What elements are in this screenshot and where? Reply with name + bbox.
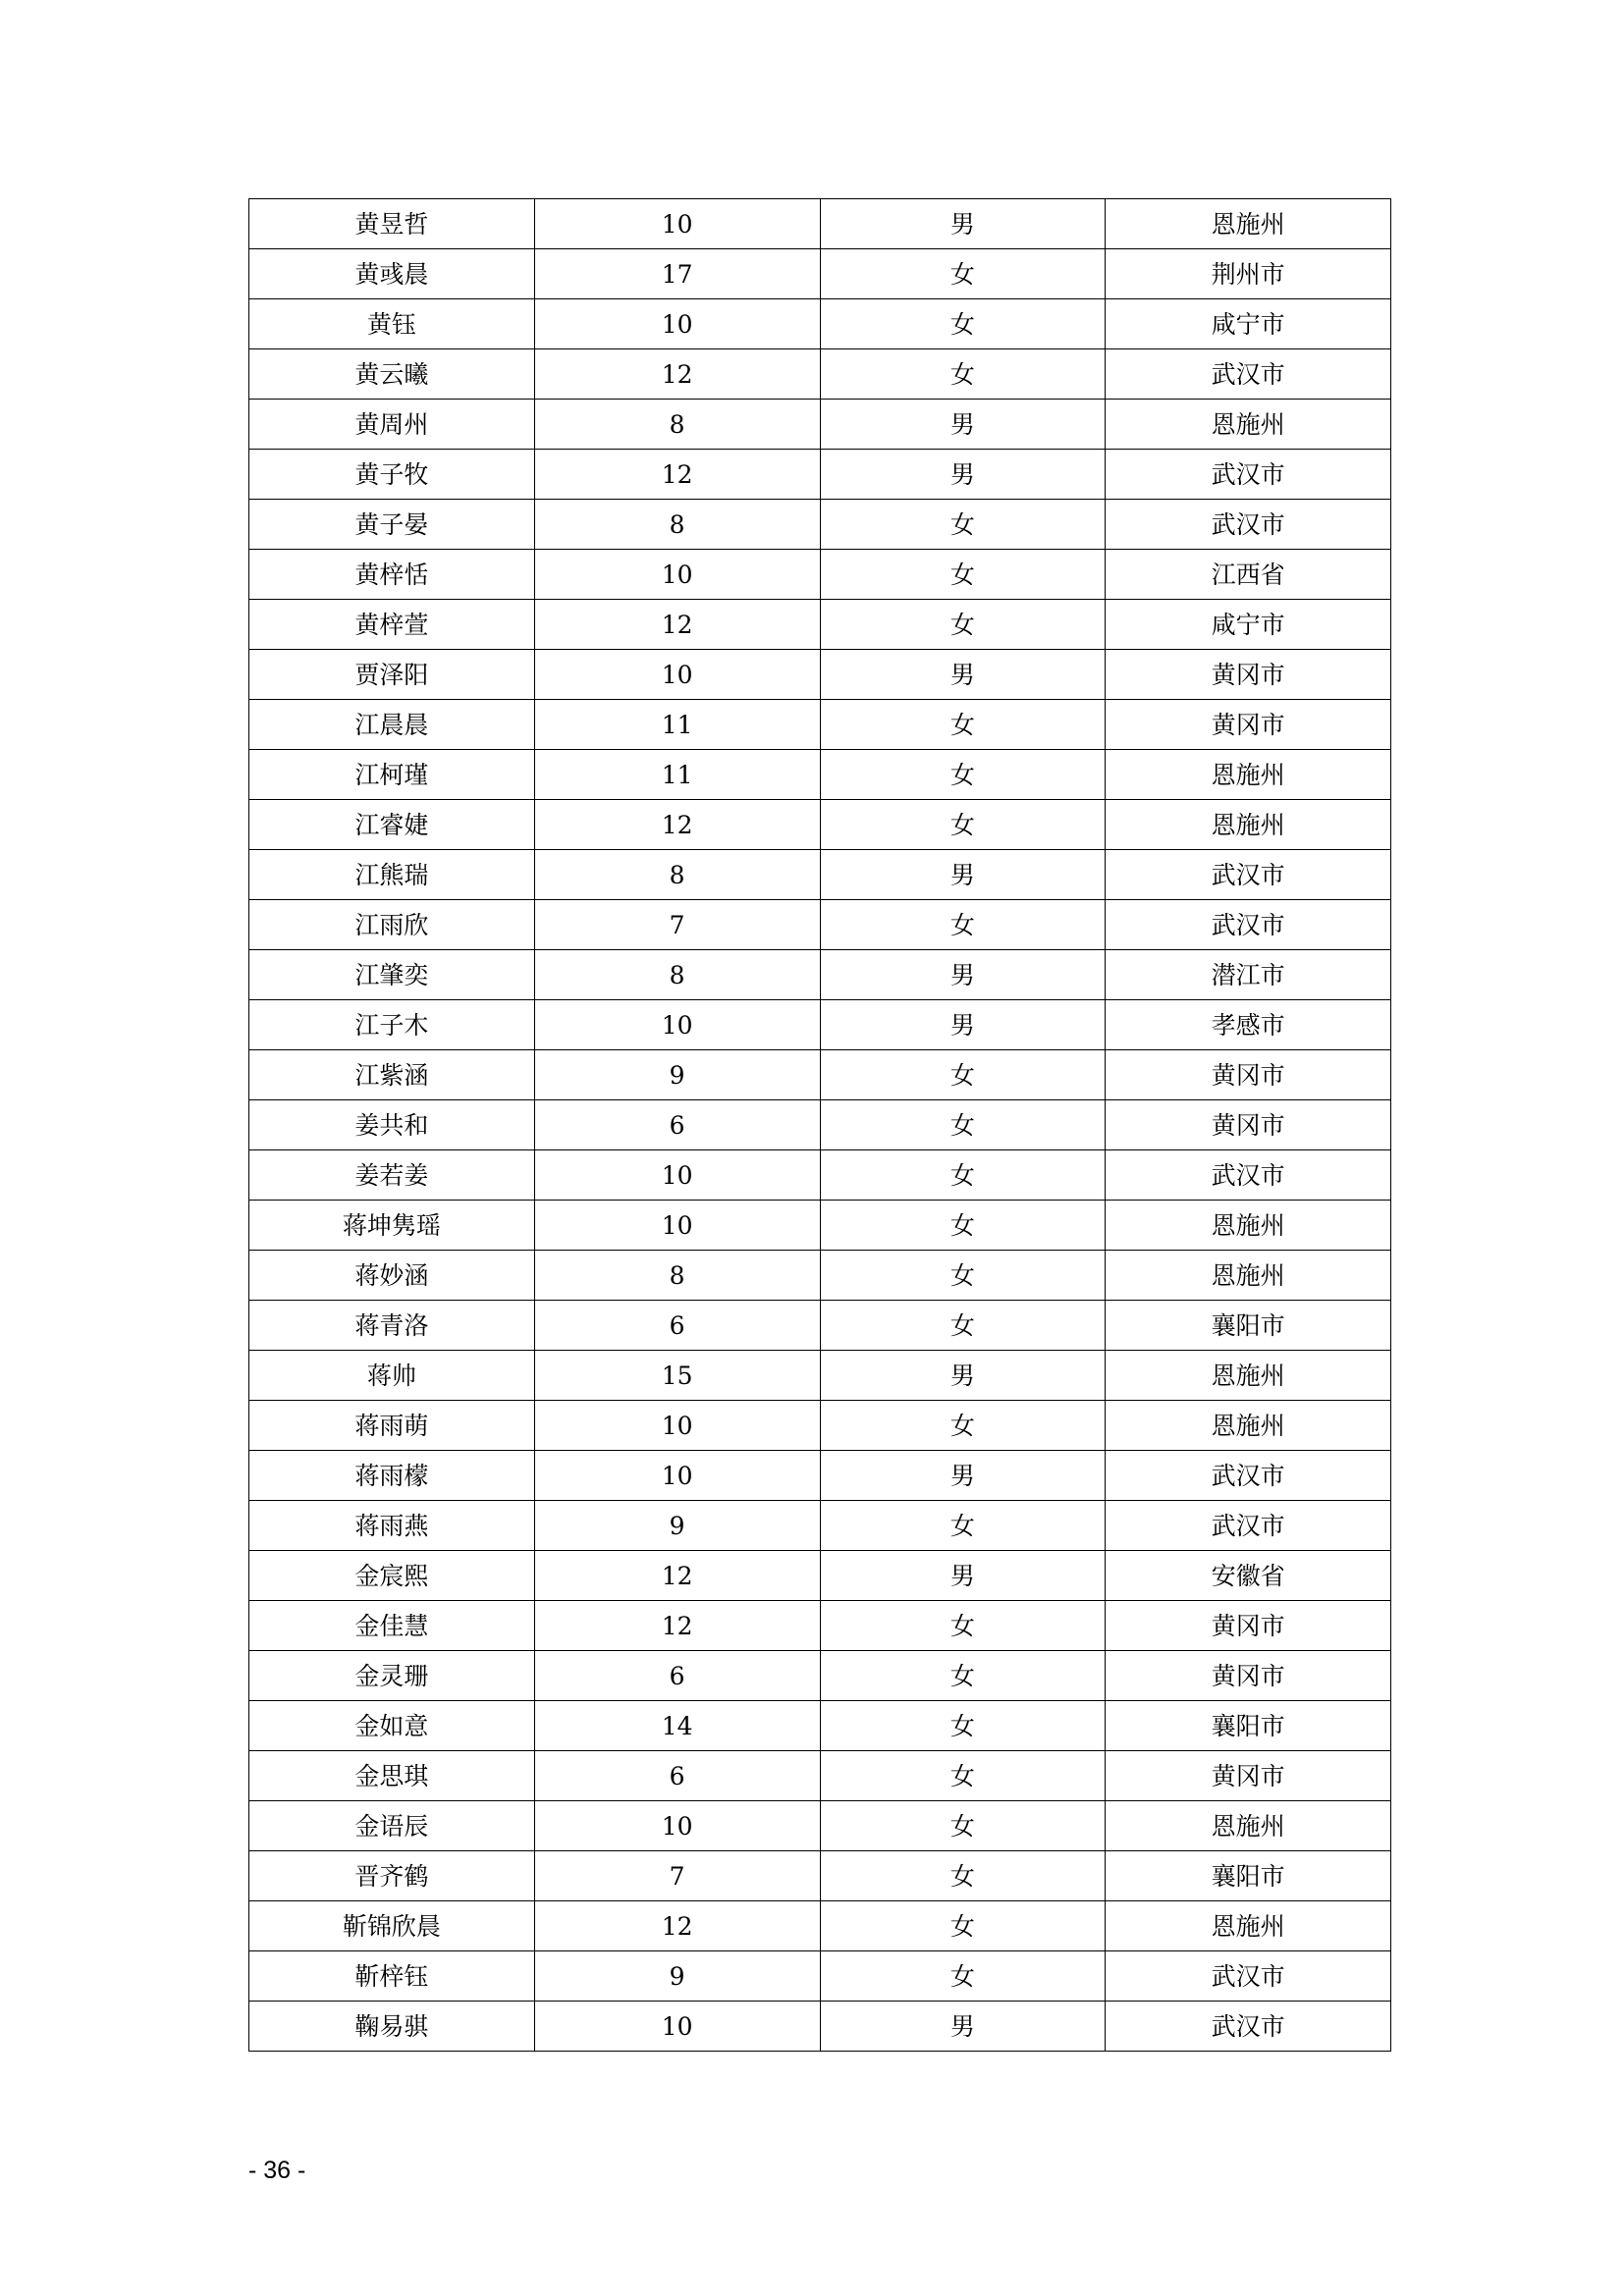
age-cell: 10 [534,299,820,349]
region-cell: 恩施州 [1106,400,1391,450]
table-row [249,1751,1391,1801]
region-cell: 恩施州 [1106,1201,1391,1251]
name-cell: 金灵珊 [249,1651,535,1701]
gender-cell: 女 [820,800,1106,850]
region-cell: 武汉市 [1106,450,1391,500]
region-cell: 襄阳市 [1106,1851,1391,1901]
region-cell: 孝感市 [1106,1000,1391,1050]
region-cell: 恩施州 [1106,1801,1391,1851]
gender-cell: 女 [820,1301,1106,1351]
age-cell: 6 [534,1100,820,1150]
age-cell: 10 [534,2002,820,2052]
age-cell: 8 [534,850,820,900]
age-cell: 8 [534,950,820,1000]
gender-cell: 男 [820,1351,1106,1401]
gender-cell: 女 [820,1100,1106,1150]
gender-cell: 女 [820,1901,1106,1951]
age-cell: 12 [534,1551,820,1601]
age-cell: 6 [534,1751,820,1801]
gender-cell: 男 [820,450,1106,500]
name-cell: 蒋帅 [249,1351,535,1401]
region-cell: 襄阳市 [1106,1701,1391,1751]
gender-cell: 男 [820,2002,1106,2052]
gender-cell: 男 [820,650,1106,700]
name-cell: 蒋雨燕 [249,1501,535,1551]
gender-cell: 女 [820,299,1106,349]
table-row [249,1301,1391,1351]
age-cell: 12 [534,800,820,850]
gender-cell: 男 [820,950,1106,1000]
gender-cell: 女 [820,1050,1106,1100]
name-cell: 金如意 [249,1701,535,1751]
age-cell: 10 [534,199,820,249]
table-row [249,500,1391,550]
name-cell: 黄子牧 [249,450,535,500]
table-row [249,1851,1391,1901]
name-cell: 蒋雨檬 [249,1451,535,1501]
age-cell: 12 [534,349,820,400]
name-cell: 黄彧晨 [249,249,535,299]
region-cell: 恩施州 [1106,1901,1391,1951]
region-cell: 黄冈市 [1106,1601,1391,1651]
gender-cell: 女 [820,750,1106,800]
gender-cell: 男 [820,199,1106,249]
gender-cell: 女 [820,900,1106,950]
age-cell: 8 [534,400,820,450]
gender-cell: 女 [820,500,1106,550]
name-cell: 黄云曦 [249,349,535,400]
region-cell: 安徽省 [1106,1551,1391,1601]
age-cell: 17 [534,249,820,299]
table-row [249,1050,1391,1100]
table-row [249,650,1391,700]
name-cell: 黄周州 [249,400,535,450]
table-row [249,1351,1391,1401]
name-cell: 江柯瑾 [249,750,535,800]
region-cell: 黄冈市 [1106,1651,1391,1701]
region-cell: 江西省 [1106,550,1391,600]
name-cell: 金宸熙 [249,1551,535,1601]
age-cell: 10 [534,1201,820,1251]
table-row [249,299,1391,349]
table-row [249,1150,1391,1201]
table-row [249,249,1391,299]
page-number: - 36 - [248,2157,306,2184]
region-cell: 恩施州 [1106,800,1391,850]
age-cell: 14 [534,1701,820,1751]
table-row [249,199,1391,249]
table-row [249,1801,1391,1851]
table-row [249,1501,1391,1551]
region-cell: 武汉市 [1106,1951,1391,2002]
table-row [249,700,1391,750]
region-cell: 黄冈市 [1106,650,1391,700]
gender-cell: 女 [820,550,1106,600]
name-cell: 靳锦欣晨 [249,1901,535,1951]
region-cell: 黄冈市 [1106,1050,1391,1100]
table-row [249,800,1391,850]
table-row [249,450,1391,500]
region-cell: 恩施州 [1106,1401,1391,1451]
region-cell: 武汉市 [1106,1150,1391,1201]
table-row [249,349,1391,400]
region-cell: 黄冈市 [1106,1751,1391,1801]
region-cell: 恩施州 [1106,750,1391,800]
name-cell: 江子木 [249,1000,535,1050]
name-cell: 黄昱哲 [249,199,535,249]
gender-cell: 女 [820,1651,1106,1701]
table-row [249,1251,1391,1301]
age-cell: 11 [534,700,820,750]
name-cell: 江熊瑞 [249,850,535,900]
table-row [249,1551,1391,1601]
table-row [249,1401,1391,1451]
name-cell: 黄子晏 [249,500,535,550]
age-cell: 10 [534,1150,820,1201]
name-cell: 金思琪 [249,1751,535,1801]
table-row [249,950,1391,1000]
gender-cell: 男 [820,1551,1106,1601]
age-cell: 11 [534,750,820,800]
table-row [249,1201,1391,1251]
name-cell: 靳梓钰 [249,1951,535,2002]
name-cell: 江肇奕 [249,950,535,1000]
table-row [249,550,1391,600]
table-row [249,1701,1391,1751]
table-row [249,900,1391,950]
gender-cell: 女 [820,700,1106,750]
age-cell: 10 [534,1451,820,1501]
name-cell: 蒋雨萌 [249,1401,535,1451]
name-cell: 鞠易骐 [249,2002,535,2052]
age-cell: 12 [534,1901,820,1951]
name-cell: 姜共和 [249,1100,535,1150]
gender-cell: 女 [820,1851,1106,1901]
table-row [249,1451,1391,1501]
region-cell: 襄阳市 [1106,1301,1391,1351]
table-row [249,1951,1391,2002]
region-cell: 武汉市 [1106,500,1391,550]
region-cell: 潜江市 [1106,950,1391,1000]
region-cell: 武汉市 [1106,850,1391,900]
gender-cell: 女 [820,1251,1106,1301]
gender-cell: 女 [820,249,1106,299]
gender-cell: 女 [820,1401,1106,1451]
gender-cell: 女 [820,1701,1106,1751]
name-cell: 江紫涵 [249,1050,535,1100]
age-cell: 10 [534,1401,820,1451]
age-cell: 8 [534,1251,820,1301]
table-row [249,1100,1391,1150]
table-row [249,1901,1391,1951]
table-row [249,600,1391,650]
region-cell: 恩施州 [1106,1351,1391,1401]
age-cell: 10 [534,650,820,700]
table-row [249,400,1391,450]
gender-cell: 男 [820,1000,1106,1050]
gender-cell: 女 [820,1951,1106,2002]
region-cell: 咸宁市 [1106,299,1391,349]
age-cell: 10 [534,1000,820,1050]
age-cell: 12 [534,600,820,650]
name-cell: 蒋青洛 [249,1301,535,1351]
gender-cell: 女 [820,600,1106,650]
name-cell: 姜若姜 [249,1150,535,1201]
region-cell: 恩施州 [1106,199,1391,249]
region-cell: 恩施州 [1106,1251,1391,1301]
table-row [249,1601,1391,1651]
region-cell: 咸宁市 [1106,600,1391,650]
name-cell: 江晨晨 [249,700,535,750]
region-cell: 武汉市 [1106,900,1391,950]
gender-cell: 女 [820,1801,1106,1851]
age-cell: 9 [534,1501,820,1551]
region-cell: 黄冈市 [1106,700,1391,750]
name-cell: 江雨欣 [249,900,535,950]
region-cell: 武汉市 [1106,1501,1391,1551]
name-cell: 蒋坤隽瑶 [249,1201,535,1251]
age-cell: 12 [534,1601,820,1651]
table-row [249,750,1391,800]
age-cell: 6 [534,1301,820,1351]
age-cell: 8 [534,500,820,550]
name-cell: 晋齐鹤 [249,1851,535,1901]
table-row [249,850,1391,900]
gender-cell: 女 [820,1601,1106,1651]
gender-cell: 男 [820,400,1106,450]
gender-cell: 女 [820,1751,1106,1801]
region-cell: 黄冈市 [1106,1100,1391,1150]
gender-cell: 女 [820,1501,1106,1551]
age-cell: 9 [534,1050,820,1100]
roster-table-body [249,199,1391,2052]
region-cell: 武汉市 [1106,349,1391,400]
age-cell: 7 [534,900,820,950]
name-cell: 黄梓萱 [249,600,535,650]
gender-cell: 男 [820,850,1106,900]
table-row [249,1651,1391,1701]
name-cell: 江睿婕 [249,800,535,850]
name-cell: 黄梓恬 [249,550,535,600]
age-cell: 12 [534,450,820,500]
table-row [249,2002,1391,2052]
age-cell: 7 [534,1851,820,1901]
region-cell: 武汉市 [1106,2002,1391,2052]
table-row [249,1000,1391,1050]
gender-cell: 女 [820,1201,1106,1251]
name-cell: 蒋妙涵 [249,1251,535,1301]
gender-cell: 女 [820,349,1106,400]
name-cell: 贾泽阳 [249,650,535,700]
age-cell: 15 [534,1351,820,1401]
name-cell: 金语辰 [249,1801,535,1851]
gender-cell: 男 [820,1451,1106,1501]
name-cell: 金佳慧 [249,1601,535,1651]
age-cell: 10 [534,1801,820,1851]
age-cell: 6 [534,1651,820,1701]
gender-cell: 女 [820,1150,1106,1201]
age-cell: 10 [534,550,820,600]
age-cell: 9 [534,1951,820,2002]
region-cell: 武汉市 [1106,1451,1391,1501]
name-cell: 黄钰 [249,299,535,349]
roster-table [248,198,1391,2052]
region-cell: 荆州市 [1106,249,1391,299]
